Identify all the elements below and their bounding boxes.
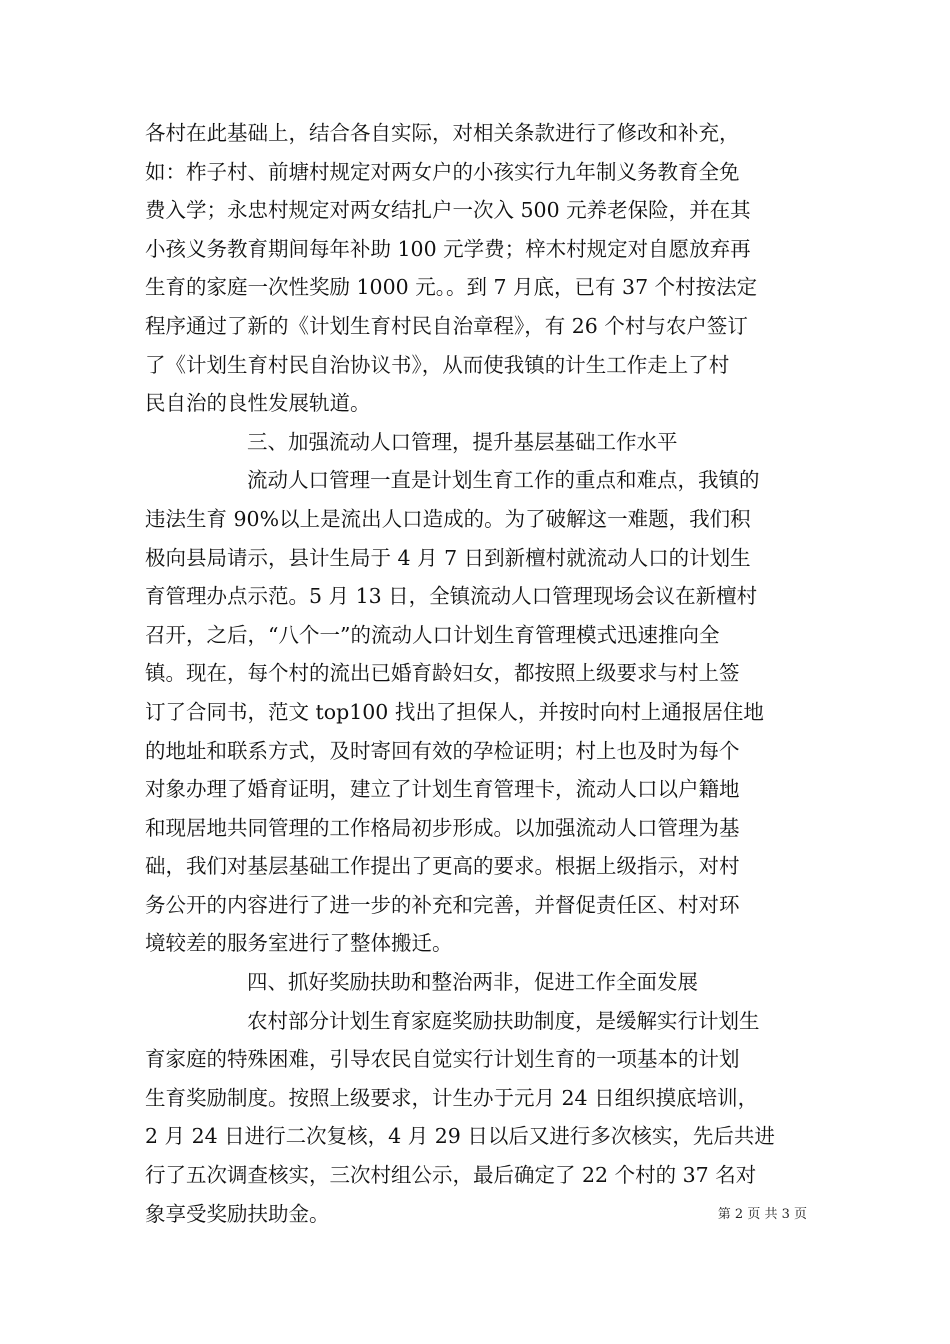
text-line: 民自治的良性发展轨道。 (145, 391, 371, 416)
text-line: 行了五次调查核实，三次村组公示，最后确定了 22 个村的 37 名对 (145, 1163, 757, 1188)
text-line: 各村在此基础上，结合各自实际，对相关条款进行了修改和补充， (145, 121, 740, 145)
text-line: 违法生育 90%以上是流出人口造成的。为了破解这一难题，我们积 (145, 506, 751, 531)
section-heading-4: 四、抓好奖励扶助和整治两非，促进工作全面发展 (247, 970, 698, 995)
text-line: 的地址和联系方式，及时寄回有效的孕检证明；村上也及时为每个 (145, 738, 740, 763)
text-line: 育管理办点示范。5 月 13 日，全镇流动人口管理现场会议在新檀村 (145, 584, 758, 609)
text-line: 2 月 24 日进行二次复核，4 月 29 日以后又进行多次核实，先后共进 (145, 1124, 775, 1149)
text-line: 召开，之后，“八个一”的流动人口计划生育管理模式迅速推向全 (145, 622, 720, 647)
text-line: 和现居地共同管理的工作格局初步形成。以加强流动人口管理为基 (145, 815, 740, 840)
text-line: 程序通过了新的《计划生育村民自治章程》，有 26 个村与农户签订 (145, 313, 748, 338)
text-line: 对象办理了婚育证明，建立了计划生育管理卡，流动人口以户籍地 (145, 777, 740, 802)
text-line: 小孩义务教育期间每年补助 100 元学费；梓木村规定对自愿放弃再 (145, 236, 751, 261)
text-line: 育家庭的特殊困难，引导农民自觉实行计划生育的一项基本的计划 (145, 1047, 740, 1072)
section-heading-3: 三、加强流动人口管理，提升基层基础工作水平 (247, 429, 678, 454)
body-text (145, 114, 807, 1233)
text-line: 如：柞子村、前塘村规定对两女户的小孩实行九年制义务教育全免 (145, 159, 740, 184)
text-line: 费入学；永忠村规定对两女结扎户一次入 500 元养老保险，并在其 (145, 198, 751, 223)
text-line: 订了合同书，范文 top100 找出了担保人，并按时向村上通报居住地 (145, 699, 764, 724)
text-line: 镇。现在，每个村的流出已婚育龄妇女，都按照上级要求与村上签 (145, 661, 740, 686)
text-line: 象享受奖励扶助金。 (145, 1201, 330, 1226)
text-line: 础，我们对基层基础工作提出了更高的要求。根据上级指示，对村 (145, 854, 740, 879)
text-line: 了《计划生育村民自治协议书》，从而使我镇的计生工作走上了村 (145, 352, 730, 377)
text-line: 生育的家庭一次性奖励 1000 元。。到 7 月底，已有 37 个村按法定 (145, 275, 758, 300)
text-line: 境较差的服务室进行了整体搬迁。 (145, 931, 453, 956)
text-line: 生育奖励制度。按照上级要求，计生办于元月 24 日组织摸底培训， (145, 1085, 759, 1110)
text-line: 务公开的内容进行了进一步的补充和完善，并督促责任区、村对环 (145, 892, 740, 917)
page-number: 第 2 页 共 3 页 (717, 1207, 807, 1222)
text-line: 极向县局请示，县计生局于 4 月 7 日到新檀村就流动人口的计划生 (145, 545, 751, 570)
paragraph-start: 农村部分计划生育家庭奖励扶助制度，是缓解实行计划生 (247, 1008, 760, 1033)
paragraph-start: 流动人口管理一直是计划生育工作的重点和难点，我镇的 (247, 468, 760, 493)
